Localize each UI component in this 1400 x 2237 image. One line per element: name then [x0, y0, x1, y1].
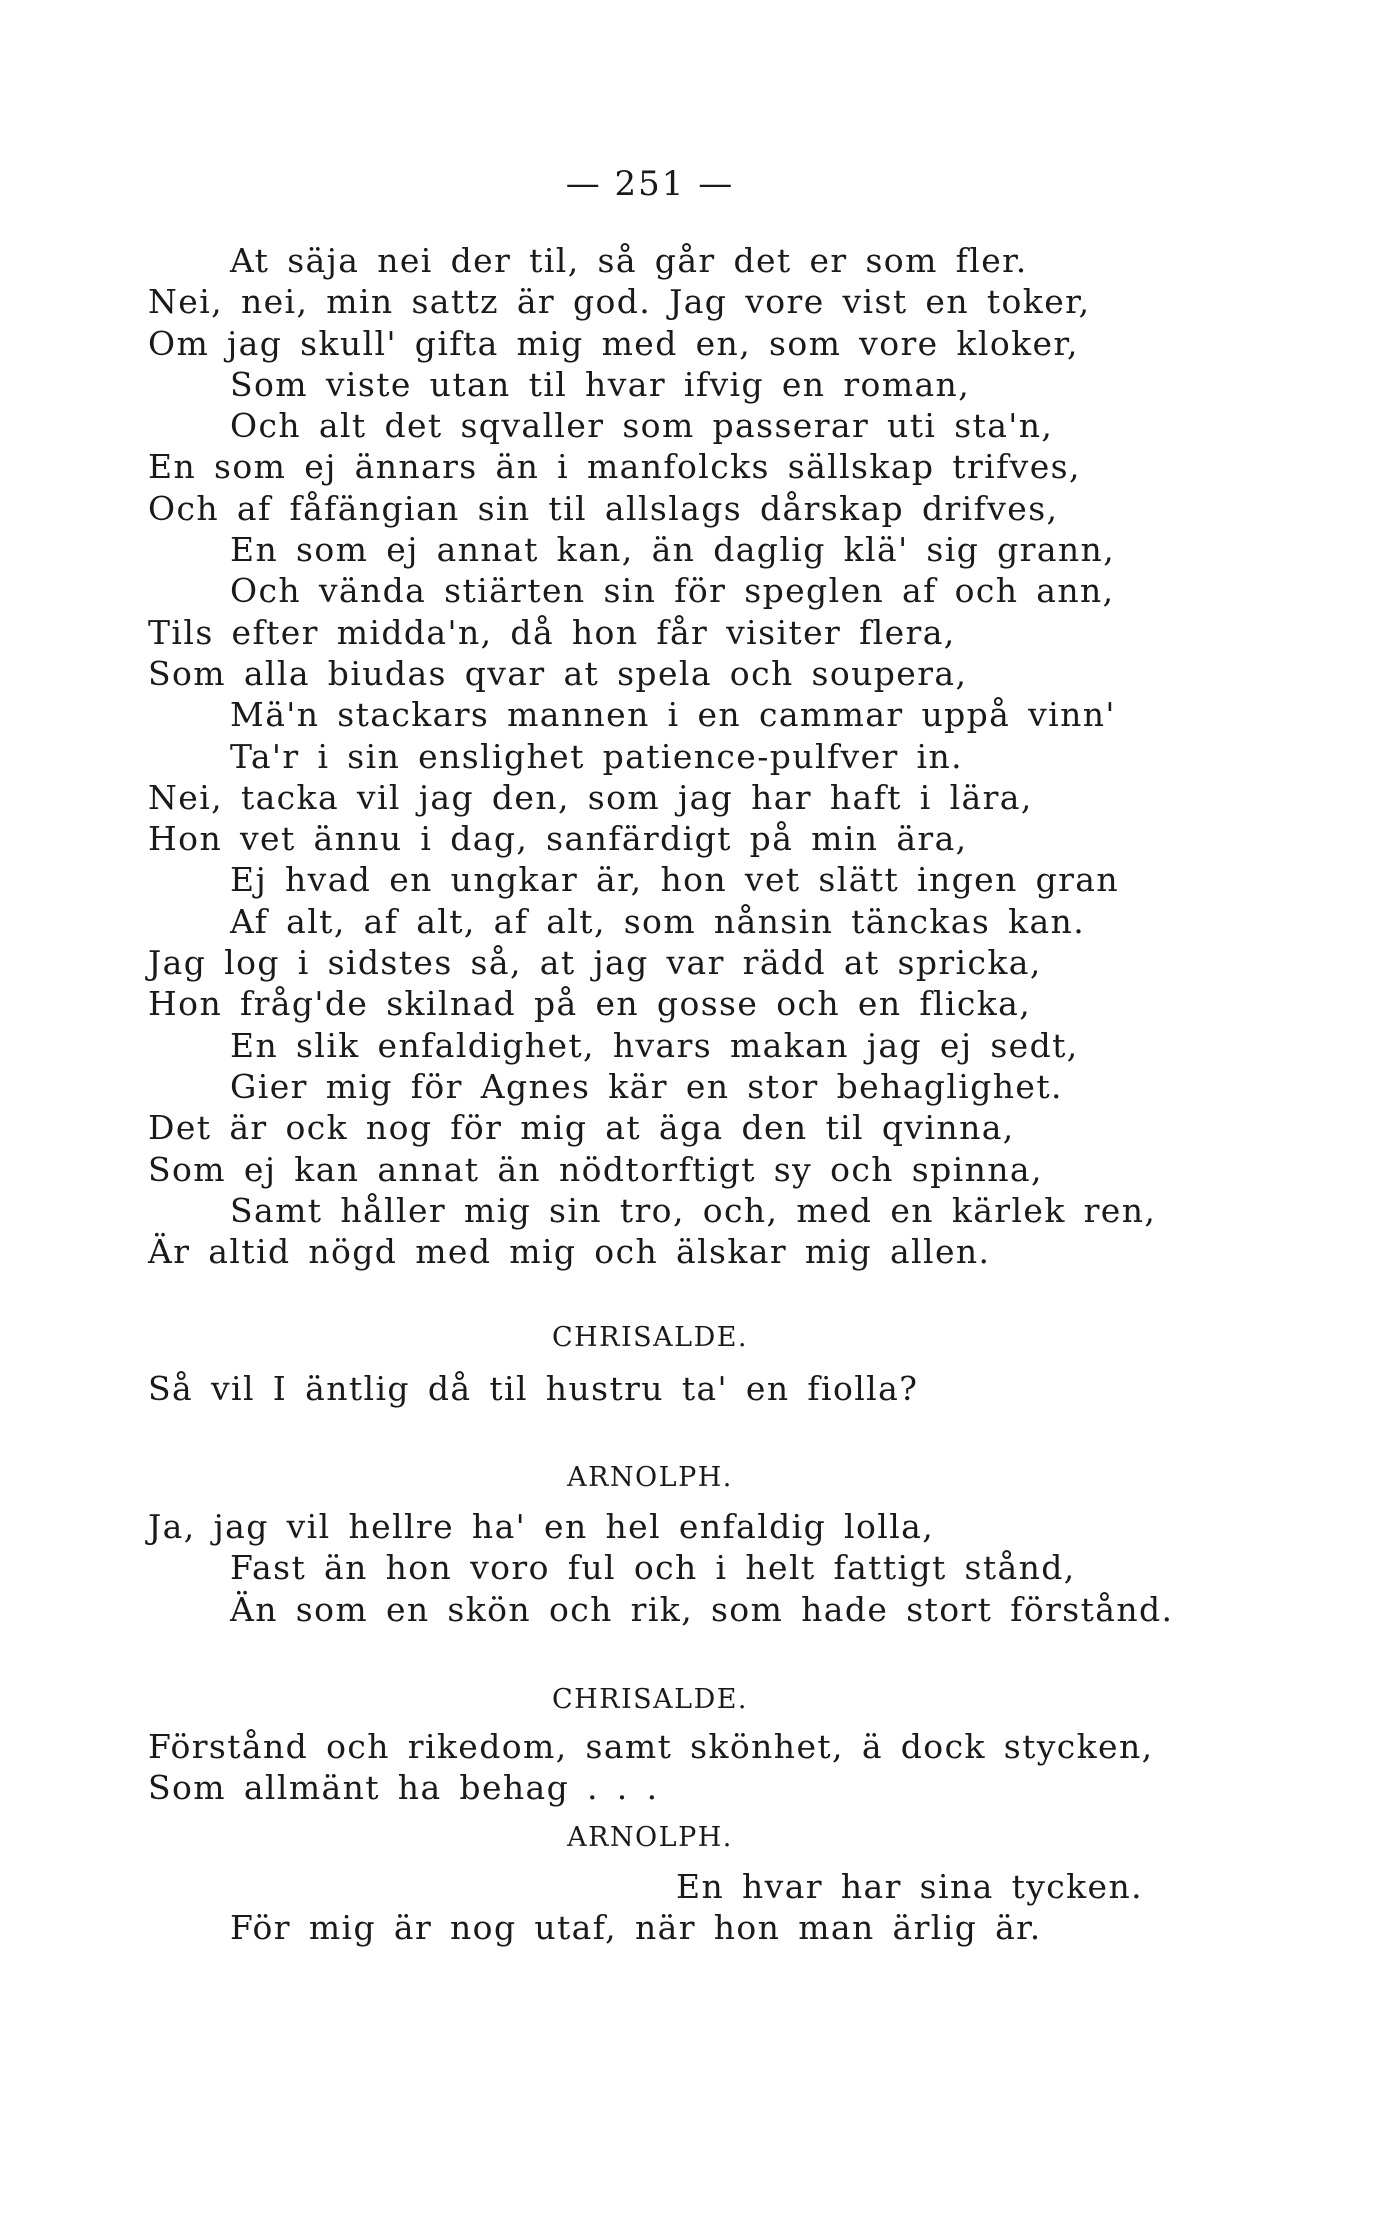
- verse-line: Hon vet ännu i dag, sanfärdigt på min ära,: [148, 819, 968, 859]
- verse-line: Är altid nögd med mig och älskar mig allen.: [148, 1232, 991, 1272]
- verse-line: Och af fåfängian sin til allslags dårskap drifves,: [148, 488, 1059, 528]
- verse-line: Nei, nei, min sattz är god. Jag vore vist en toker,: [148, 282, 1091, 322]
- verse-block: [148, 1506, 1248, 1630]
- verse-line: Som ej kan annat än nödtorftigt sy och spinna,: [148, 1149, 1043, 1189]
- verse-line: Ej hvad en ungkar är, hon vet slätt ingen gran: [230, 860, 1120, 900]
- speaker-name: CHRISALDE.: [551, 1322, 749, 1353]
- verse-line: Än som en skön och rik, som hade stort förstånd.: [230, 1589, 1174, 1629]
- verse-line: Och vända stiärten sin för speglen af och ann,: [230, 571, 1115, 611]
- speaker-name: CHRISALDE.: [551, 1684, 749, 1715]
- verse-line: Tils efter midda'n, då hon får visiter flera,: [148, 612, 956, 652]
- verse-line: Af alt, af alt, af alt, som nånsin tänckas kan.: [230, 901, 1086, 941]
- verse-block: [148, 1726, 1248, 1809]
- verse-line: Ta'r i sin enslighet patience-pulfver in.: [230, 736, 964, 776]
- verse-line: Förstånd och rikedom, samt skönhet, ä dock stycken,: [148, 1727, 1154, 1766]
- verse-main: [148, 240, 1248, 1272]
- verse-line: Mä'n stackars mannen i en cammar uppå vinn': [230, 695, 1116, 735]
- verse-line: Som allmänt ha behag . . .: [148, 1768, 659, 1808]
- verse-line: För mig är nog utaf, när hon man ärlig är.: [230, 1908, 1042, 1948]
- verse-line: Samt håller mig sin tro, och, med en kärlek ren,: [230, 1190, 1157, 1230]
- verse-line: En slik enfaldighet, hvars makan jag ej sedt,: [230, 1025, 1079, 1065]
- verse-line: Ja, jag vil hellre ha' en hel enfaldig lolla,: [148, 1507, 935, 1546]
- verse-line: Hon fråg'de skilnad på en gosse och en flicka,: [148, 984, 1032, 1024]
- verse-line: Så vil I äntlig då til hustru ta' en fiolla?: [148, 1369, 919, 1408]
- verse-line: Om jag skull' gifta mig med en, som vore kloker,: [148, 323, 1079, 363]
- page-number: — 251 —: [565, 164, 735, 204]
- verse-line: Fast än hon voro ful och i helt fattigt stånd,: [230, 1548, 1076, 1588]
- verse-line: Som alla biudas qvar at spela och soupera,: [148, 653, 968, 693]
- verse-line: En hvar har sina tycken.: [676, 1867, 1144, 1906]
- verse-line: Som viste utan til hvar ifvig en roman,: [230, 364, 971, 404]
- verse-line: En som ej annat kan, än daglig klä' sig grann,: [230, 530, 1116, 570]
- verse-line: At säja nei der til, så går det er som fler.: [230, 241, 1028, 280]
- verse-line: Gier mig för Agnes kär en stor behaglighet.: [230, 1066, 1063, 1106]
- dialogue-line: [148, 1368, 1248, 1409]
- verse-line: En som ej ännars än i manfolcks sällskap trifves,: [148, 447, 1081, 487]
- speaker-name: ARNOLPH.: [567, 1462, 733, 1493]
- speaker-name: ARNOLPH.: [567, 1822, 733, 1853]
- verse-line: Och alt det sqvaller som passerar uti sta'n,: [230, 406, 1054, 446]
- verse-block: [148, 1866, 1248, 1949]
- verse-line: Jag log i sidstes så, at jag var rädd at spricka,: [148, 943, 1042, 983]
- verse-line: Nei, tacka vil jag den, som jag har haft i lära,: [148, 777, 1033, 817]
- verse-line: Det är ock nog för mig at äga den til qvinna,: [148, 1108, 1015, 1148]
